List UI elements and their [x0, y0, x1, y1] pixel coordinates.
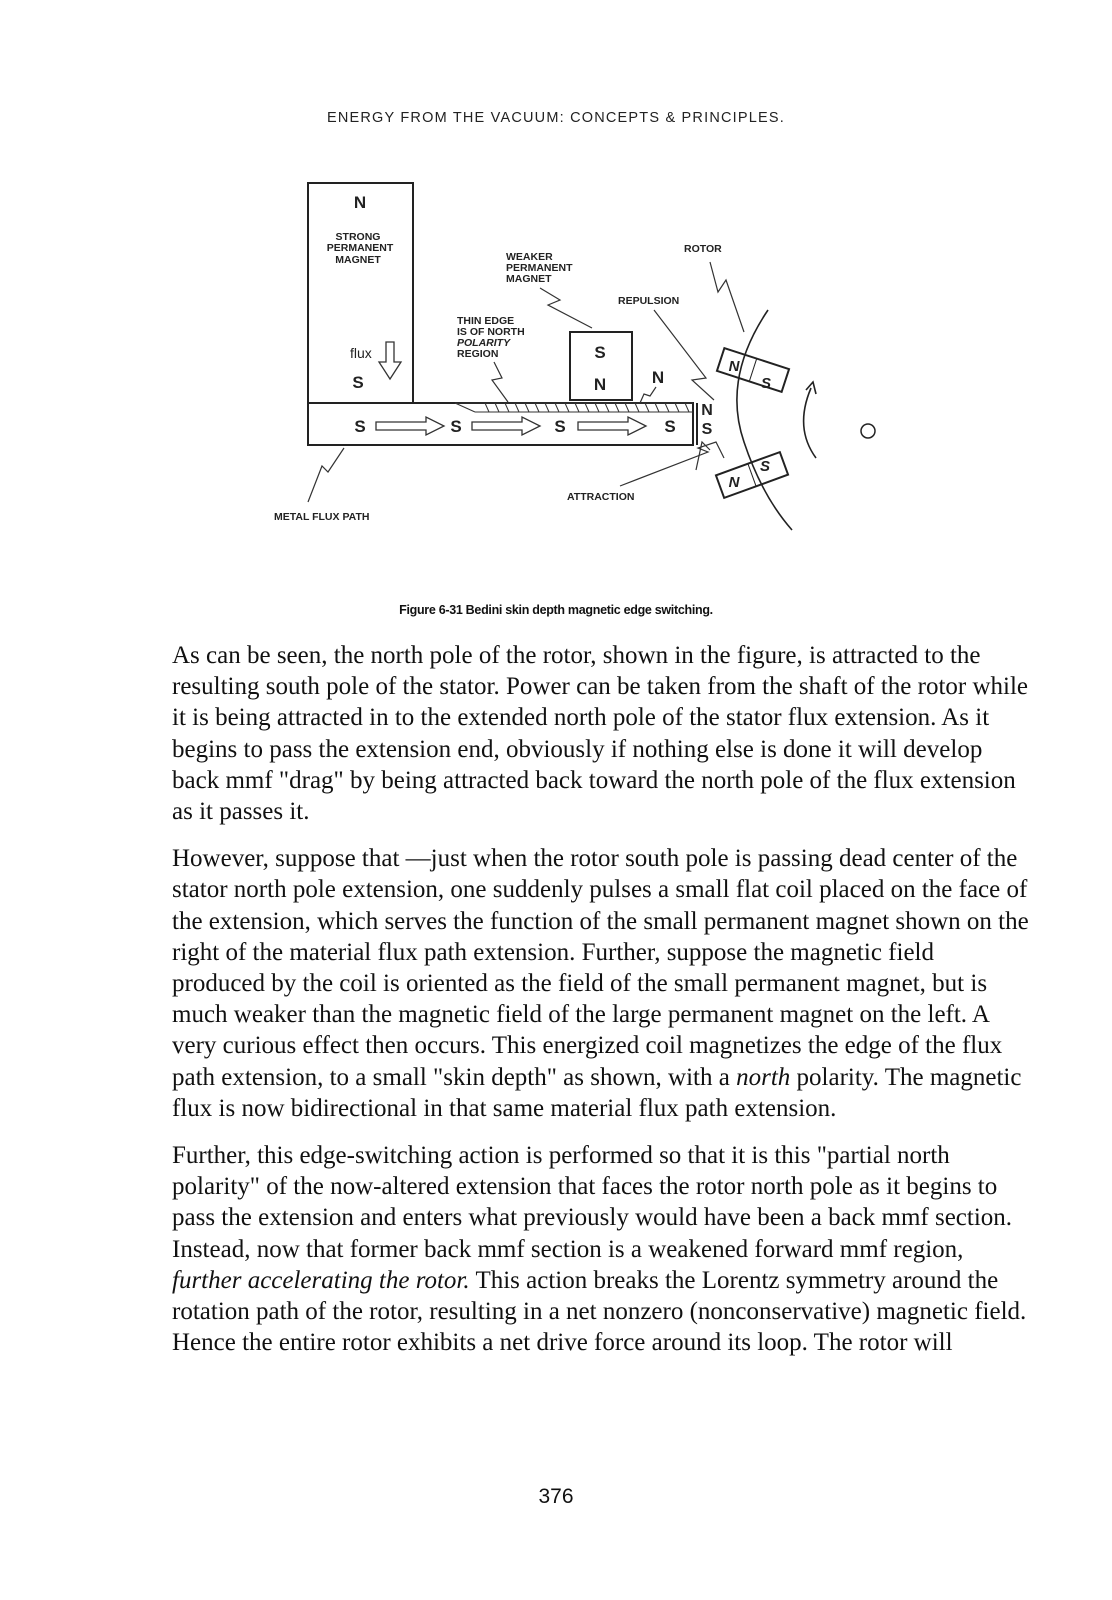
path-arrow-2-icon: [472, 417, 540, 435]
end-pole-n: N: [701, 402, 713, 419]
rotation-arrow-icon: [804, 388, 816, 458]
rotor-magnet-upper-n: N: [728, 358, 740, 375]
path-pole-s-4: S: [664, 417, 676, 436]
page-number: 376: [538, 1485, 574, 1508]
figure-caption: Figure 6-31 Bedini skin depth magnetic edge switching.: [399, 603, 713, 617]
thin-edge-leader: [492, 362, 508, 402]
weaker-magnet-leader: [540, 288, 592, 328]
running-head: ENERGY FROM THE VACUUM: CONCEPTS & PRINCIPLES.: [326, 110, 786, 126]
end-pole-s: S: [701, 421, 713, 438]
rotor-label: ROTOR: [684, 243, 722, 255]
rotor-axis-icon: [861, 424, 875, 438]
thin-edge-label-1: THIN EDGE: [457, 315, 515, 327]
thin-edge-hatch: [455, 403, 693, 412]
paragraph-1: As can be seen, the north pole of the rotor, shown in the figure, is attracted to the resulting south pole of the stator. Power can be taken from the shaft of the rotor while it is being attracted in to the extended north pole of the stator flux extension. As it begins to pass the extension end, obviously if nothing else is done it will develop back mmf "drag" by being attracted back toward the north pole of the flux extension as it passes it.: [172, 642, 1029, 826]
path-pole-s-1: S: [354, 417, 366, 436]
figure-bedini-edge-switching: [270, 180, 1030, 560]
emphasis-north: north: [736, 1063, 791, 1091]
rotor-magnet-lower: [716, 452, 788, 498]
strong-magnet-pole-s: S: [352, 373, 364, 392]
strong-magnet-label-1: STRONG: [335, 231, 381, 243]
weaker-magnet-label-2: PERMANENT: [506, 262, 573, 274]
thin-edge-label-2: IS OF NORTH: [457, 326, 525, 338]
weaker-magnet-pole-n: N: [593, 375, 607, 394]
path-arrow-3-icon: [578, 417, 646, 435]
paragraph-3: Further, this edge-switching action is performed so that it is this "partial north polarity" of the now-altered extension that faces the rotor north pole as it begins to pass the extension and enters what previously would have been a back mmf section. Instead, now that former back mmf section is a weakened forward mmf region, further accelerating the rotor. This action breaks the Lorentz symmetry around the rotation path of the rotor, resulting in a net nonzero (nonconservative) magnetic field. Hence the entire rotor exhibits a net drive force around its loop. The rotor will: [172, 1142, 1027, 1357]
weaker-magnet-label-1: WEAKER: [506, 251, 553, 263]
rotor-arc: [737, 310, 792, 530]
weaker-magnet-pole-s: S: [594, 343, 606, 362]
rotor-magnet-lower-n: N: [728, 474, 740, 491]
rotor-magnet-lower-s: S: [759, 458, 771, 475]
paragraph-2: However, suppose that —just when the rotor south pole is passing dead center of the stator north pole extension, one suddenly pulses a small flat coil placed on the face of the extension, which serves the function of the small permanent magnet shown on the right of the material flux path extension. Further, suppose the magnetic field produced by the coil is oriented as the field of the small permanent magnet, but is much weaker than the magnetic field of the large permanent magnet on the left. A very curious effect then occurs. This energized coil magnetizes the edge of the flux path extension, to a small "skin depth" as shown, with a north polarity. The magnetic flux is now bidirectional in that same material flux path extension.: [172, 845, 1029, 1122]
rotor-magnet-upper-s: S: [760, 375, 772, 392]
attraction-label: ATTRACTION: [567, 491, 635, 503]
rotor-leader: [710, 262, 744, 332]
strong-magnet-pole-n: N: [353, 193, 367, 212]
metal-flux-path-leader: [308, 448, 344, 502]
path-arrow-1-icon: [376, 417, 444, 435]
path-pole-s-3: S: [554, 417, 566, 436]
flux-down-arrow-icon: [379, 342, 401, 379]
weaker-magnet-label-3: MAGNET: [506, 273, 552, 285]
edge-pole-n: N: [651, 368, 665, 387]
path-pole-s-2: S: [450, 417, 462, 436]
edge-n-leader: [640, 387, 656, 403]
strong-magnet-label-2: PERMANENT: [326, 242, 394, 254]
metal-flux-path-label: METAL FLUX PATH: [274, 511, 370, 523]
emphasis-accelerating: further accelerating the rotor.: [172, 1266, 470, 1294]
strong-magnet-block: [308, 183, 413, 403]
strong-magnet-label-3: MAGNET: [335, 254, 381, 266]
thin-edge-label-4: REGION: [457, 348, 499, 360]
metal-flux-path-bar: [308, 403, 693, 445]
body-text: [172, 640, 1032, 1374]
thin-edge-label-3: POLARITY: [457, 337, 511, 349]
repulsion-label: REPULSION: [618, 295, 680, 307]
flux-label: flux: [350, 345, 372, 361]
